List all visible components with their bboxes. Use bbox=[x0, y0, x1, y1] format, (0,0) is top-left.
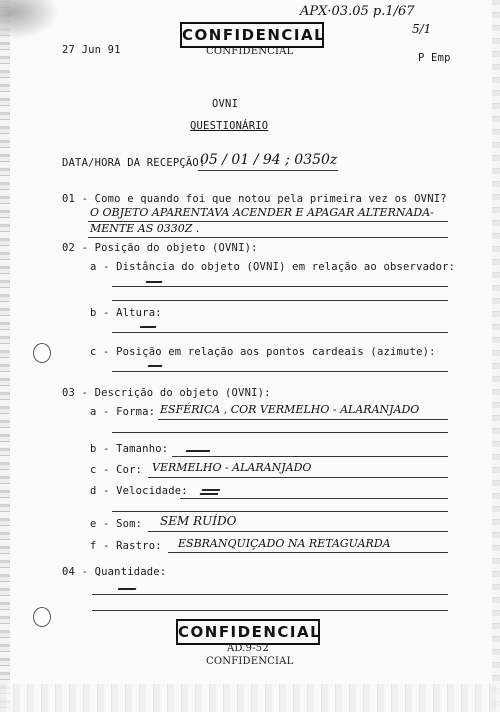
document-date: 27 Jun 91 bbox=[62, 44, 121, 56]
question-01-answer-line2: MENTE AS 0330Z . bbox=[90, 222, 200, 235]
question-03f-value: ESBRANQUIÇADO NA RETAGUARDA bbox=[178, 537, 391, 550]
document-subject: OVNI bbox=[212, 98, 239, 110]
distribution: P Emp bbox=[418, 52, 451, 64]
question-03f-label: f - Rastro: bbox=[90, 540, 162, 552]
blank-dash bbox=[186, 450, 211, 452]
question-03e-value: SEM RUÍDO bbox=[160, 514, 237, 528]
answer-line bbox=[148, 477, 448, 478]
reception-label: DATA/HORA DA RECEPÇÃO: bbox=[62, 157, 206, 169]
question-03a-label: a - Forma: bbox=[90, 406, 156, 418]
question-04-label: 04 - Quantidade: bbox=[62, 566, 167, 578]
answer-line bbox=[112, 286, 448, 287]
question-01-label: 01 - Como e quando foi que notou pela primeira vez os OVNI? bbox=[62, 193, 447, 205]
reception-value: 05 / 01 / 94 ; 0350z bbox=[200, 152, 338, 168]
blank-dash bbox=[118, 588, 137, 590]
question-02a-label: a - Distância do objeto (OVNI) em relação ao observador: bbox=[90, 261, 456, 273]
answer-line bbox=[148, 531, 448, 532]
confidential-stamp-bottom: CONFIDENCIAL bbox=[176, 619, 320, 645]
confidential-stamp-top: CONFIDENCIAL bbox=[180, 22, 324, 48]
blank-dash bbox=[146, 281, 163, 283]
scan-smudge bbox=[0, 0, 60, 40]
handwritten-page-number: 5/1 bbox=[412, 22, 432, 36]
question-03c-label: c - Cor: bbox=[90, 464, 143, 476]
scan-left-edge bbox=[0, 0, 10, 712]
reception-underline bbox=[198, 170, 338, 171]
blank-dash bbox=[202, 489, 221, 491]
punch-hole-icon bbox=[33, 343, 51, 363]
answer-line bbox=[92, 610, 448, 611]
answer-line bbox=[168, 552, 448, 553]
question-03d-label: d - Velocidade: bbox=[90, 485, 188, 497]
question-03c-value: VERMELHO - ALARANJADO bbox=[152, 461, 312, 474]
answer-line bbox=[112, 432, 448, 433]
answer-line bbox=[112, 300, 448, 301]
answer-line bbox=[88, 237, 448, 238]
classification-top: CONFIDENCIAL bbox=[206, 46, 294, 57]
answer-line bbox=[158, 419, 448, 420]
form-title: QUESTIONÁRIO bbox=[190, 120, 269, 132]
answer-line bbox=[112, 371, 448, 372]
answer-line bbox=[112, 511, 448, 512]
question-03b-label: b - Tamanho: bbox=[90, 443, 169, 455]
answer-line bbox=[112, 332, 448, 333]
answer-line bbox=[92, 594, 448, 595]
punch-hole-icon bbox=[33, 607, 51, 627]
question-03a-value: ESFÉRICA , COR VERMELHO - ALARANJADO bbox=[160, 403, 420, 416]
question-02-label: 02 - Posição do objeto (OVNI): bbox=[62, 242, 258, 254]
answer-line bbox=[180, 498, 448, 499]
scan-right-edge bbox=[492, 0, 500, 712]
blank-dash bbox=[200, 493, 219, 495]
blank-dash bbox=[140, 326, 157, 328]
blank-dash bbox=[148, 365, 163, 367]
scan-bottom-noise bbox=[0, 684, 500, 712]
question-02b-label: b - Altura: bbox=[90, 307, 162, 319]
form-code: AD.9-52 bbox=[227, 643, 269, 654]
answer-line bbox=[172, 456, 448, 457]
question-03-label: 03 - Descrição do objeto (OVNI): bbox=[62, 387, 271, 399]
handwritten-reference: APX·03.05 p.1/67 bbox=[300, 4, 415, 19]
question-02c-label: c - Posição em relação aos pontos cardeais (azimute): bbox=[90, 346, 436, 358]
question-01-answer-line1: O OBJETO APARENTAVA ACENDER E APAGAR ALTERNADA- bbox=[90, 206, 434, 219]
classification-bottom: CONFIDENCIAL bbox=[206, 656, 294, 667]
question-03e-label: e - Som: bbox=[90, 518, 143, 530]
